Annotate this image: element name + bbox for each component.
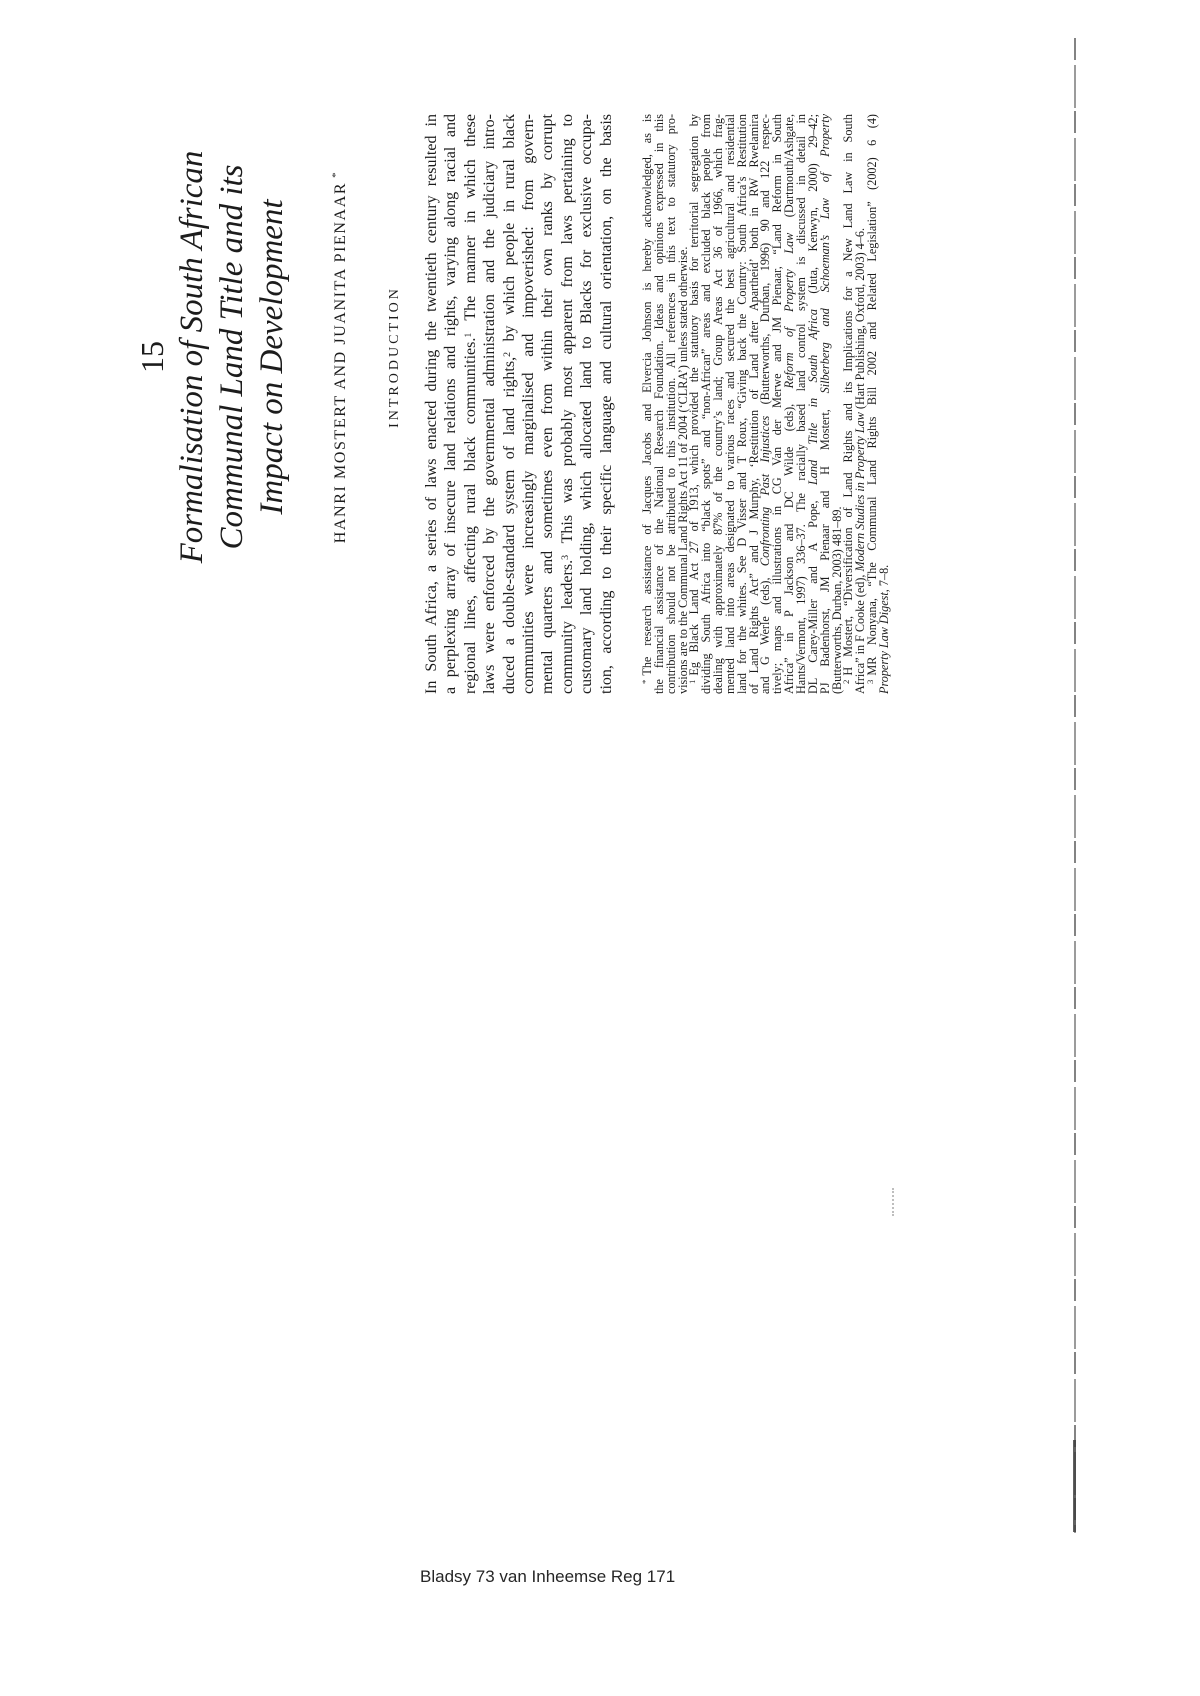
chapter-title [172,112,292,602]
body-line [500,114,519,694]
footnote-marker: 1 [686,679,697,684]
footnote [686,113,844,694]
body-line [461,114,480,694]
body-text: duced a double-standard system of land rights, [500,356,518,694]
body-text: customary land holding, which allocated land to Blacks for exclusive occupa- [578,114,596,694]
footnote-text: , 7–8. [876,564,891,593]
body-line [597,114,616,694]
body-paragraph [422,114,616,694]
body-text: by which people in rural black [500,113,518,352]
footnote-text: The research assistance of Jacques Jacobs and Elvercia Johnson is hereby acknowledged, as is [640,114,654,676]
footnote-text: visions are to the Communal Land Rights Act 11 of 2004 (‘CLRA’) unless stated otherwise. [675,246,690,694]
footnote-text: the financial assistance of the National Research Foundation. Ideas and opinions expressed in this [651,114,666,694]
footnote-text: contribution should not be attributed to this institution. All references in this text to statutory pro- [663,114,678,694]
footnote-text: of Land Rights Act” and J Murphy, ‘Restitution of Land after Apartheid’ both in RW Rwelamira [746,114,761,694]
footnote-marker: 2 [840,679,851,684]
footnote-text: Eg Black Land Act 27 of 1913, which provided the statutory basis for territorial segregation by [687,114,702,676]
footnote-text: (Butterworths, Durban, 2003) 481–89. [829,506,844,694]
footnote-marker: * [639,679,650,684]
footnote-reference: 2 [501,351,513,357]
footnote-text: H Mostert, “Diversification of Land Rights and its Implications for a New Land Law in South [841,114,856,676]
body-text: laws were enforced by the governmental administration and the judiciary intro- [481,114,499,694]
author-names: HANRI MOSTERT AND JUANITA PIENAAR [332,181,349,544]
body-text: The manner in which these [461,113,479,333]
footnote-text: (Dartmouth/Ashgate, [782,113,797,233]
footnote-text: Africa” in P Jackson and DC Wilde (eds), [782,388,797,694]
italic-title: Modern Studies in Property Law [853,412,868,572]
author-byline [331,112,351,602]
body-line [422,114,441,694]
body-line [577,114,596,694]
scan-edge-line [1074,38,1076,1533]
body-text: This was probably most apparent from laws pertaining to [558,114,576,555]
body-text: communities were increasingly marginalised and impoverished: from govern- [520,114,538,694]
italic-title: Reform of Property Law [782,232,797,389]
italic-title: Land Title in South Africa [805,309,820,485]
body-line [441,114,460,694]
footnote-marker: 3 [864,679,875,684]
body-text: regional lines, affecting rural black communities. [461,337,479,694]
italic-title: Silberberg and Schoeman’s Law of Property [817,113,832,394]
footnote-text: and G Werle (eds), [758,566,773,694]
footnote-text: DL Carey-Miller and A Pope, [805,484,820,694]
author-note-marker: * [330,170,342,178]
body-line [558,114,577,694]
footnote-line [876,114,891,694]
body-text: community leaders. [558,559,576,694]
page-footer: Bladsy 73 van Inheemse Reg 171 [420,1567,676,1586]
footnote [840,114,868,694]
scan-speck [892,1188,894,1216]
footnote-text: (Juta, Kenwyn, 2000) 29–42; [805,113,820,310]
body-text: a perplexing array of insecure land relations and rights, varying along racial and [442,114,460,694]
footnote-text: Hants/Vermont, 1997) 336–37. The racially based land control system is discussed in detail in [793,114,808,694]
footnote-text: land for the whites. See D Visser and T Roux, “Giving back the Country: South Africa’s Restitution [734,114,749,694]
italic-title: Confronting Past Injustices [758,415,773,567]
body-text: tion, according to their specific language and cultural orientation, on the basis [597,114,615,694]
footnote-text: PJ Badenhorst, JM Pienaar and H Mostert, [817,393,832,694]
chapter-title-line: Impact on Development [254,199,290,515]
footnote-text: (Hart Publishing, Oxford, 2003) 4–6. [853,227,868,413]
footnote-text: Africa” in F Cooke (ed), [853,571,868,694]
footnote-text: tively; maps and illustrations in CG Van der Merwe and JM Pienaar, “Land Reform in South [770,114,785,694]
footnote-text: (Butterworths, Durban, 1996) 90 and 122 respec- [758,114,773,416]
body-line [519,114,538,694]
footnote-text: MR Nonyana, “The Communal Land Rights Bill 2002 and Related Legislation” (2002) 6 (4) [865,114,880,676]
chapter-number: 15 [134,341,170,373]
footnote-reference: 1 [462,332,474,338]
footnotes [639,113,891,694]
body-text: In South Africa, a series of laws enacted during the twentieth century resulted in [423,114,440,694]
body-text: mental quarters and sometimes even from within their own ranks by corrupt [539,114,557,694]
footnote-text: dividing South Africa into “black spots” and “non-African” areas and excluded black people from [699,114,714,694]
scan-edge-line [1073,1440,1076,1532]
footnote [639,114,690,694]
body-line [480,114,499,694]
footnote-text: mented land into areas designated to various races and secured the best agricultural and residential [722,114,737,694]
italic-title: Property Law Digest [876,592,891,694]
rotated-book-page [130,114,900,694]
footnote-text: dealing with approximately 87% of the country’s land; Group Areas Act 36 of 1966, which frag- [711,114,726,694]
footnote [864,114,891,694]
chapter-title-line: Formalisation of South African [174,150,210,564]
chapter-title-line: Communal Land Title and its [214,164,250,550]
footnote-reference: 3 [559,554,571,560]
body-line [538,114,557,694]
section-heading: INTRODUCTION [387,286,402,428]
